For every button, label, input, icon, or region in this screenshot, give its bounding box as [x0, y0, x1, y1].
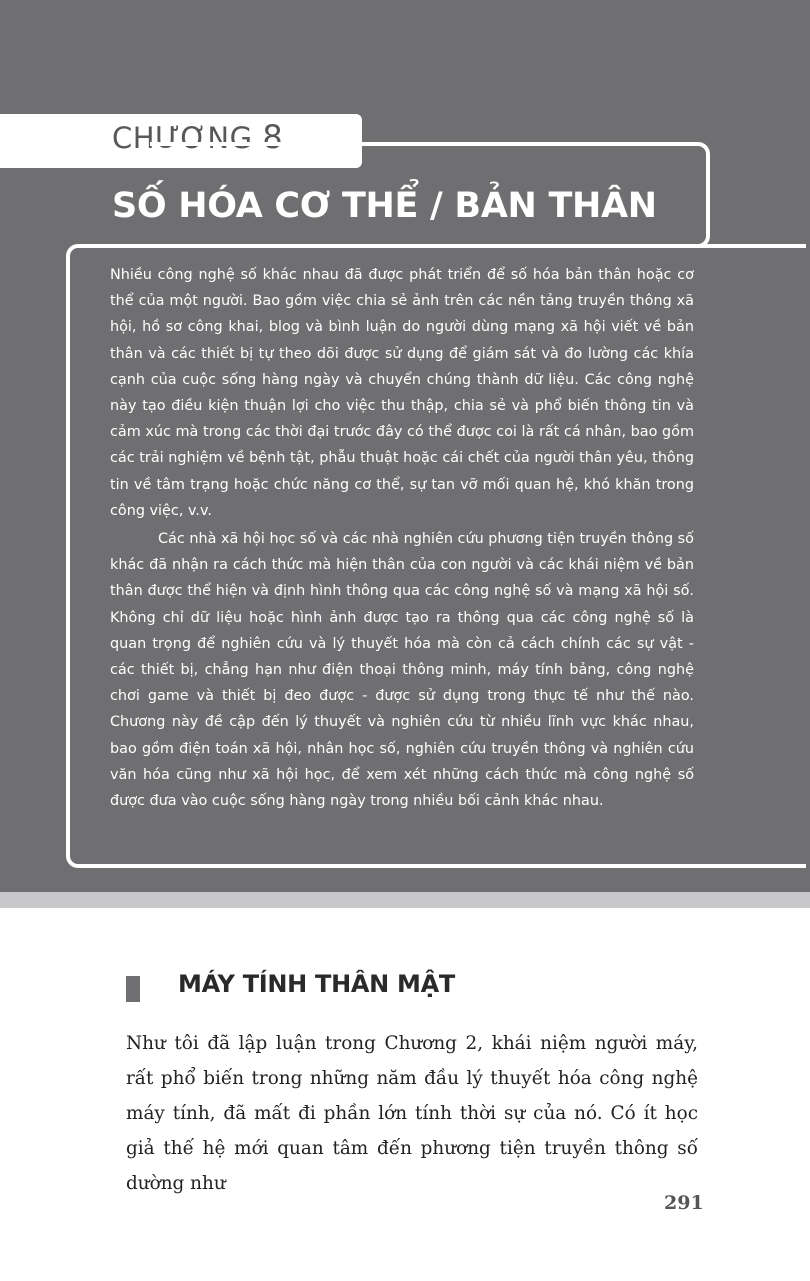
section-marker — [126, 976, 140, 1002]
abstract-paragraph: Các nhà xã hội học số và các nhà nghiên cứu phương tiện truyền thông số khác đã nhận ra cách thức mà hiện thân của con người và các khái niệm về bản thân được thể hiện và định hình thông qua các công nghệ số và mạng xã hội số. Không chỉ dữ liệu hoặc hình ảnh được tạo ra thông qua các công nghệ số là quan trọng để nghiên cứu và lý thuyết hóa mà còn cả cách chính các sự vật - các thiết bị, chẳng hạn như điện thoại thông minh, máy tính bảng, công nghệ chơi game và thiết bị đeo được - được sử dụng trong thực tế như thế nào. Chương này đề cập đến lý thuyết và nghiên cứu từ nhiều lĩnh vực khác nhau, bao gồm điện toán xã hội, nhân học số, nghiên cứu truyền thông và nghiên cứu văn hóa cũng như xã hội học, để xem xét những cách thức mà công nghệ số được đưa vào cuộc sống hàng ngày trong nhiều bối cảnh khác nhau. — [110, 531, 694, 810]
band-bottom-strip — [0, 892, 810, 908]
chapter-title: SỐ HÓA CƠ THỂ / BẢN THÂN — [112, 186, 657, 226]
chapter-label-text: CHƯƠNG — [112, 121, 253, 155]
page-number: 291 — [664, 1192, 704, 1214]
section-heading: MÁY TÍNH THÂN MẬT — [178, 970, 455, 998]
chapter-number: 8 — [262, 118, 284, 156]
abstract-paragraph: Nhiều công nghệ số khác nhau đã được phát triển để số hóa bản thân hoặc cơ thể của một người. Bao gồm việc chia sẻ ảnh trên các nền tảng truyền thông xã hội, hồ sơ công khai, blog và bình luận do người dùng mạng xã hội viết về bản thân và các thiết bị tự theo dõi được sử dụng để giám sát và đo lường các khía cạnh của cuộc sống hàng ngày và chuyển chúng thành dữ liệu. Các công nghệ này tạo điều kiện thuận lợi cho việc thu thập, chia sẻ và phổ biến thông tin và cảm xúc mà trong các thời đại trước đây có thể được coi là rất cá nhân, bao gồm các trải nghiệm về bệnh tật, phẫu thuật hoặc cái chết của người thân yêu, thông tin về tâm trạng hoặc chức năng cơ thể, sự tan vỡ mối quan hệ, khó khăn trong công việc, v.v. — [110, 267, 694, 519]
chapter-abstract — [110, 262, 694, 816]
body-paragraph: Như tôi đã lập luận trong Chương 2, khái niệm người máy, rất phổ biến trong những năm đầu lý thuyết hóa công nghệ máy tính, đã mất đi phần lớn tính thời sự của nó. Có ít học giả thế hệ mới quan tâm đến phương tiện truyền thông số dường như — [126, 1033, 698, 1194]
